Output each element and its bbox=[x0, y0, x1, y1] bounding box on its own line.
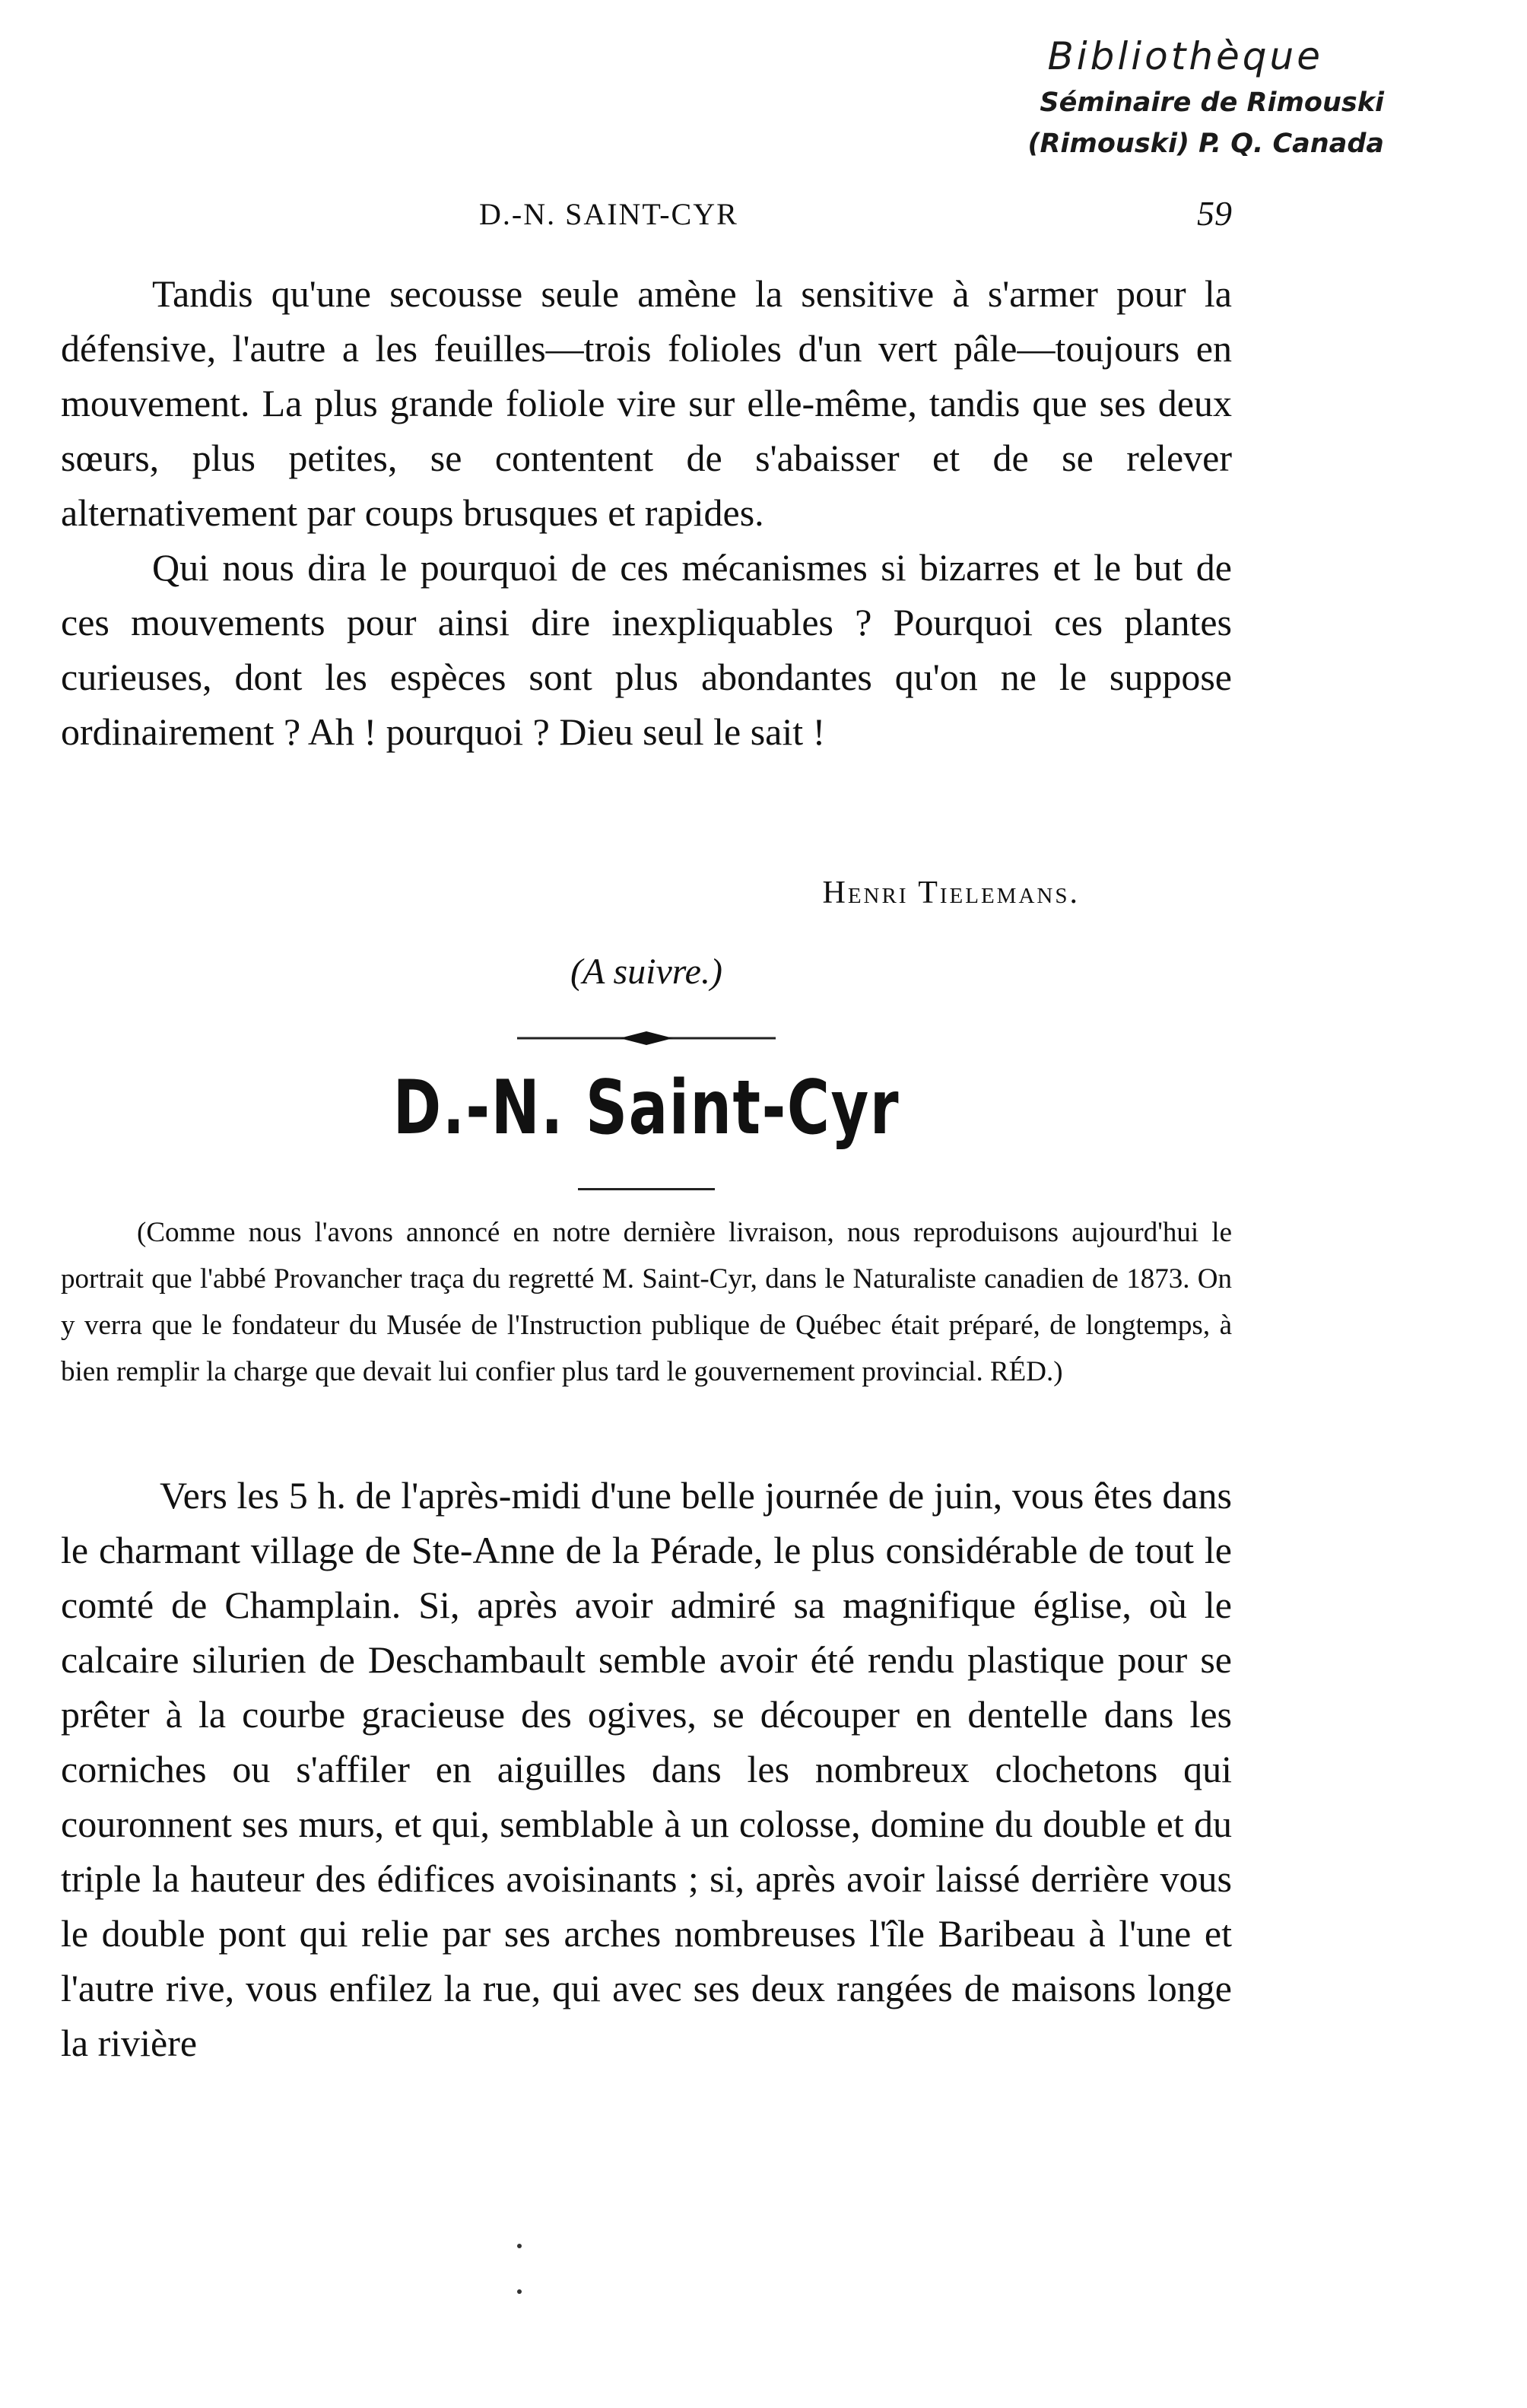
editor-note bbox=[61, 1209, 1232, 1395]
previous-article-body bbox=[61, 266, 1232, 759]
author-signature: Henri Tielemans. bbox=[822, 875, 1080, 910]
speck bbox=[517, 2289, 522, 2294]
ornament-divider bbox=[517, 1027, 776, 1050]
paragraph: Qui nous dira le pourquoi de ces mécanismes si bizarres et le but de ces mouvements pour ainsi dire inexpliquables ? Pourquoi ces plantes curieuses, dont les espèces sont plus abondantes qu'on ne le suppose ordinairement ? Ah ! pourquoi ? Dieu seul le sait ! bbox=[61, 546, 1232, 753]
paragraph: Tandis qu'une secousse seule amène la sensitive à s'armer pour la défensive, l'autre a les feuilles—trois folioles d'un vert pâle—toujours en mouvement. La plus grande foliole vire sur elle-même, tandis que ses deux sœurs, plus petites, se contentent de s'abaisser et de se relever alternativement par coups brusques et rapides. bbox=[61, 272, 1232, 534]
paragraph: Vers les 5 h. de l'après-midi d'une belle journée de juin, vous êtes dans le charmant village de Ste-Anne de la Pérade, le plus considérable de tout le comté de Champlain. Si, après avoir admiré sa magnifique église, où le calcaire silurien de Deschambault semble avoir été rendu plastique pour se prêter à la courbe gracieuse des ogives, se découper en dentelle dans les corniches ou s'affiler en aiguilles dans les nombreux clochetons qui couronnent ses murs, et qui, semblable à un colosse, domine du double et du triple la hauteur des édifices avoisinants ; si, après avoir laissé derrière vous le double pont qui relie par ses arches nombreuses l'île Baribeau à l'une et l'autre rive, vous enfilez la rue, qui avec ses deux rangées de maisons longe la rivière bbox=[61, 1474, 1232, 2064]
stamp-line-library: Bibliothèque bbox=[1047, 34, 1323, 78]
stamp-line-seminary: Séminaire de Rimouski bbox=[1040, 87, 1384, 118]
article-body bbox=[61, 1468, 1232, 2070]
page-number: 59 bbox=[1197, 194, 1232, 233]
stamp-line-location: (Rimouski) P. Q. Canada bbox=[1027, 129, 1384, 159]
article-title: D.-N. Saint-Cyr bbox=[392, 1065, 900, 1152]
running-header bbox=[61, 196, 1232, 242]
speck bbox=[517, 2244, 522, 2248]
running-title: D.-N. SAINT-CYR bbox=[479, 197, 738, 231]
library-stamp bbox=[897, 30, 1384, 164]
editor-note-text: (Comme nous l'avons annoncé en notre dernière livraison, nous reproduisons aujourd'hui le portrait que l'abbé Provancher traça du regretté M. Saint-Cyr, dans le Naturaliste canadien de 1873. On y verra que le fondateur du Musée de l'Instruction publique de Québec était préparé, de longtemps, à bien remplir la charge que devait lui confier plus tard le gouvernement provincial. RÉD.) bbox=[61, 1217, 1232, 1387]
title-underline bbox=[578, 1188, 715, 1190]
to-be-continued: (A suivre.) bbox=[570, 951, 722, 992]
